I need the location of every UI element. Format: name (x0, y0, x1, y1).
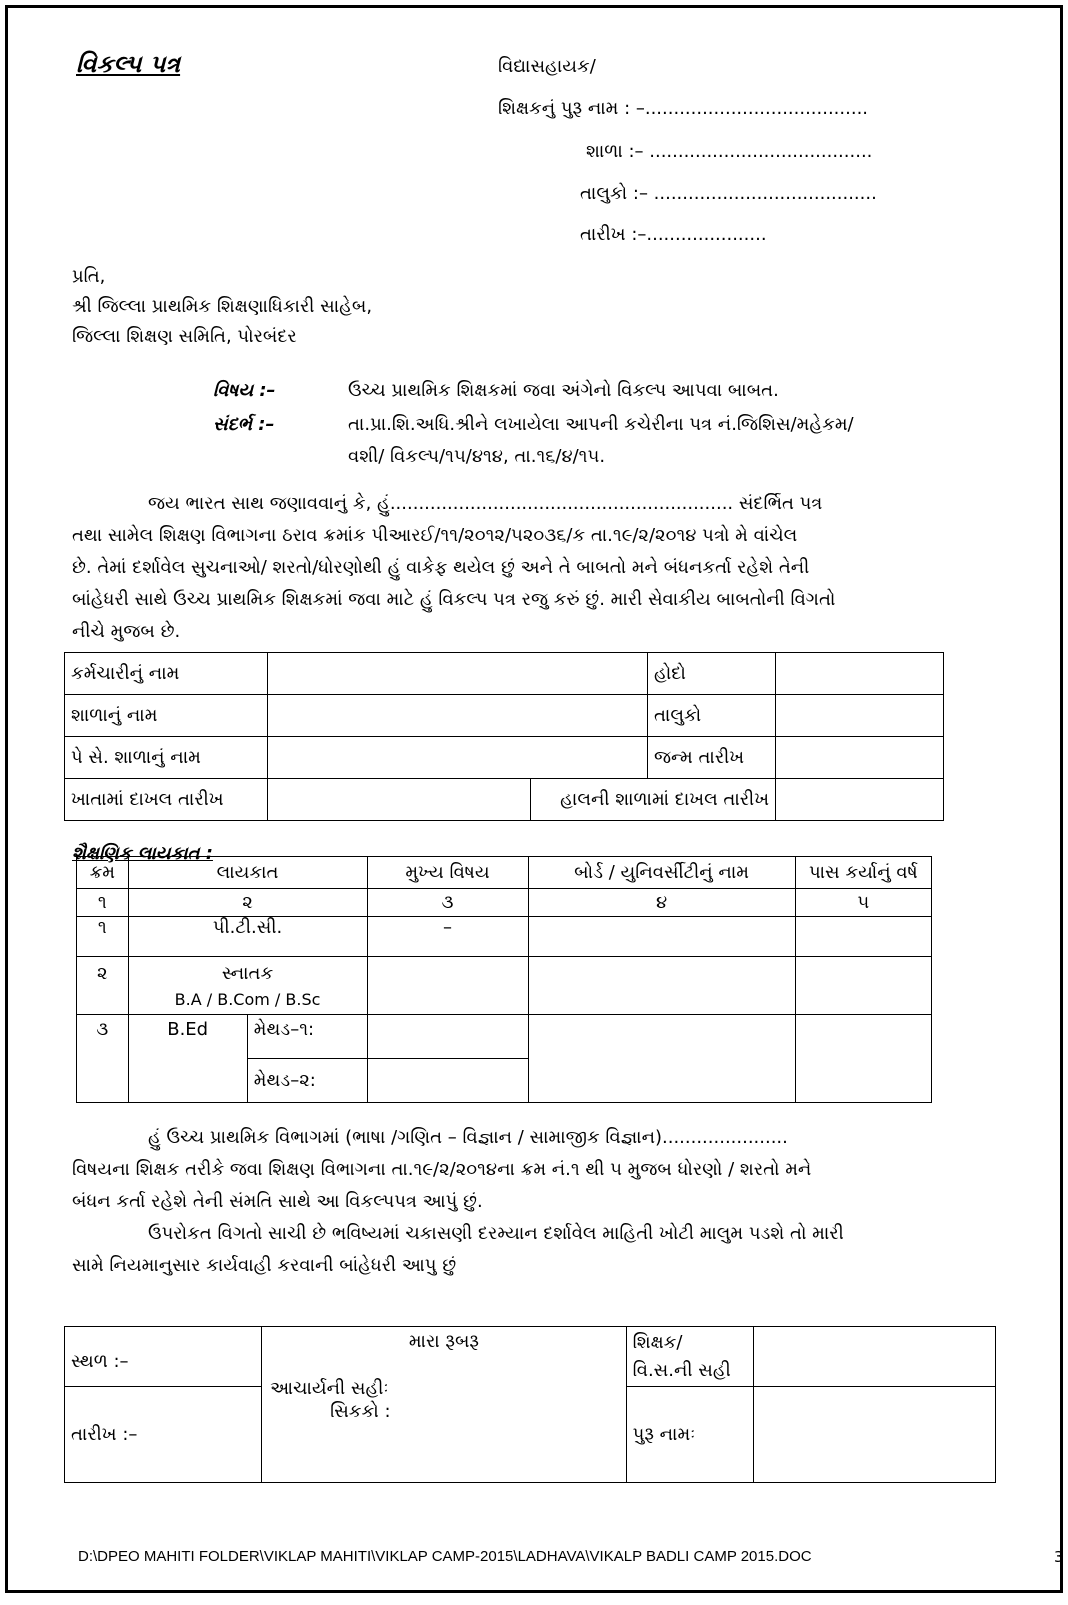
teacher-sign-field[interactable] (754, 1327, 996, 1387)
place-label: સ્થળ :– (65, 1327, 262, 1387)
page-number: 3 (1054, 1548, 1064, 1566)
header-full-name: શિક્ષકનું પુરૂ નામ : –....................................... (498, 98, 869, 119)
header-serial: ક્રમ (77, 857, 129, 889)
file-path-footer: D:\DPEO MAHITI FOLDER\VIKLAP MAHITI\VIKLAP CAMP-2015\LADHAVA\VIKALP BADLI CAMP 2015.DOC (78, 1548, 812, 1565)
table-row (77, 857, 932, 889)
current-school-join-date-label: હાલની શાળામાં દાખલ તારીખ (531, 779, 776, 821)
row3-qualification: B.Ed (128, 1015, 247, 1103)
employee-name-label: કર્મચારીનું નામ (65, 653, 268, 695)
table-row (77, 889, 932, 917)
header-school: શાળા :– ....................................... (586, 141, 873, 162)
header-board-university: બોર્ડ / યુનિવર્સીટીનું નામ (528, 857, 795, 889)
dept-join-date-field[interactable] (268, 779, 531, 821)
full-name-field[interactable] (754, 1387, 996, 1483)
teacher-sign-line1: શિક્ષક/ (632, 1331, 683, 1353)
header-taluka: તાલુકો :– ....................................... (580, 183, 877, 204)
header-pass-year: પાસ કર્યાનું વર્ષ (795, 857, 931, 889)
row1-year-field[interactable] (795, 917, 931, 957)
document-title: વિકલ્પ પત્ર (76, 50, 181, 78)
body-paragraph (72, 488, 942, 648)
row2-subject-field[interactable] (367, 957, 528, 1015)
col-number-5: ૫ (795, 889, 931, 917)
subject-text: ઉચ્ચ પ્રાથમિક શિક્ષકમાં જવા અંગેનો વિકલ્પ આપવા બાબત. (348, 380, 779, 401)
header-date: તારીખ :–..................... (580, 224, 767, 245)
stamp-label: સિકકો : (330, 1401, 391, 1422)
header-main-subject: મુખ્ય વિષય (367, 857, 528, 889)
table-row (65, 737, 944, 779)
header-designation: વિદ્યાસહાયક/ (498, 56, 596, 77)
row3-method1-subject-field[interactable] (367, 1015, 528, 1059)
col-number-1: ૧ (77, 889, 129, 917)
consent-line1: હું ઉચ્ચ પ્રાથમિક વિભાગમાં (ભાષા /ગણિત – વિજ્ઞાન / સામાજીક વિજ્ઞાન)...................... (148, 1127, 788, 1148)
row3-year-field[interactable] (795, 1015, 931, 1103)
recipient-line3: જિલ્લા શિક્ષણ સમિતિ, પોરબંદર (72, 326, 297, 347)
col-number-2: ૨ (128, 889, 367, 917)
qualification-table (76, 856, 932, 1103)
full-name-label: પુરૂ નામઃ (626, 1387, 754, 1483)
principal-cell (262, 1327, 627, 1483)
row1-board-field[interactable] (528, 917, 795, 957)
row3-method1-label: મેથડ–૧: (247, 1015, 367, 1059)
row2-qualification: સ્નાતક (221, 963, 274, 984)
teacher-sign-line2: વિ.સ.ની સહી (632, 1359, 731, 1381)
consent-line4: ઉપરોકત વિગતો સાચી છે ભવિષ્યમાં ચકાસણી દરમ્યાન દર્શાવેલ માહિતી ખોટી માલુમ પડશે તો મારી (148, 1223, 844, 1244)
birth-date-field[interactable] (776, 737, 944, 779)
row1-subject: – (367, 917, 528, 957)
dept-join-date-label: ખાતામાં દાખલ તારીખ (65, 779, 268, 821)
table-row (65, 653, 944, 695)
consent-line5: સામે નિયમાનુસાર કાર્યવાહી કરવાની બાંહેધરી આપુ છું (72, 1255, 457, 1276)
qualification-heading: શૈક્ષણિક લાયકાત : (72, 843, 213, 864)
designation-label: હોદો (648, 653, 776, 695)
current-school-join-date-field[interactable] (776, 779, 944, 821)
taluka-label: તાલુકો (648, 695, 776, 737)
reference-line1: તા.પ્રા.શિ.અધિ.શ્રીને લખાયેલા આપની કચેરીના પત્ર નં.જિશિસ/મહેકમ/ (348, 414, 854, 435)
row2-qualification-sub: B.A / B.Com / B.Sc (174, 990, 321, 1009)
body-line4: બાંહેધરી સાથે ઉચ્ચ પ્રાથમિક શિક્ષકમાં જવા માટે હું વિકલ્પ પત્ર રજુ કરું છું. મારી સેવાકીય બાબતોની વિગતો (72, 589, 836, 610)
in-presence-label: મારા રૂબરૂ (408, 1331, 479, 1352)
consent-line3: બંધન કર્તા રહેશે તેની સંમતિ સાથે આ વિકલ્પપત્ર આપું છું. (72, 1191, 483, 1212)
pay-center-label: પે સે. શાળાનું નામ (65, 737, 268, 779)
consent-paragraph (72, 1122, 942, 1282)
row3-method2-subject-field[interactable] (367, 1059, 528, 1103)
body-line2: તથા સામેલ શિક્ષણ વિભાગના ઠરાવ ક્રમાંક પીઆરઈ/૧૧/૨૦૧૨/૫૨૦૩૬/ક તા.૧૯/૨/૨૦૧૪ પત્રો મે વાંચેલ (72, 525, 798, 546)
pay-center-field[interactable] (268, 737, 648, 779)
consent-line2: વિષયના શિક્ષક તરીકે જવા શિક્ષણ વિભાગના તા.૧૯/૨/૨૦૧૪ના ક્રમ નં.૧ થી ૫ મુજબ ધોરણો / શરતો મને (72, 1159, 812, 1180)
header-qualification: લાયકાત (128, 857, 367, 889)
school-name-field[interactable] (268, 695, 648, 737)
row2-serial: ૨ (77, 957, 129, 1015)
subject-label: વિષય :– (213, 380, 276, 401)
designation-field[interactable] (776, 653, 944, 695)
school-name-label: શાળાનું નામ (65, 695, 268, 737)
row2-board-field[interactable] (528, 957, 795, 1015)
table-row (65, 1327, 996, 1387)
teacher-sign-label-cell (626, 1327, 754, 1387)
col-number-3: ૩ (367, 889, 528, 917)
body-line1: જય ભારત સાથ જણાવવાનું કે, હું............................................................ સંદર્ભિત પત્ર (148, 493, 823, 514)
recipient-line1: પ્રતિ, (72, 266, 106, 287)
employee-name-field[interactable] (268, 653, 648, 695)
row1-serial: ૧ (77, 917, 129, 957)
table-row (65, 779, 944, 821)
row1-qualification: પી.ટી.સી. (128, 917, 367, 957)
table-row (77, 917, 932, 957)
signature-table (64, 1326, 996, 1483)
recipient-line2: શ્રી જિલ્લા પ્રાથમિક શિક્ષણાધિકારી સાહેબ, (72, 296, 373, 317)
employee-details-table (64, 652, 944, 821)
date-label: તારીખ :– (65, 1387, 262, 1483)
row3-serial: ૩ (77, 1015, 129, 1103)
principal-sign-label: આચાર્યની સહીઃ (270, 1378, 389, 1399)
row3-method2-label: મેથડ–૨: (247, 1059, 367, 1103)
reference-label: સંદર્ભ :– (213, 414, 275, 435)
taluka-field[interactable] (776, 695, 944, 737)
document-page (5, 5, 1063, 1593)
body-line5: નીચે મુજબ છે. (72, 621, 181, 642)
table-row (65, 695, 944, 737)
table-row (77, 1015, 932, 1059)
row2-year-field[interactable] (795, 957, 931, 1015)
table-row (77, 957, 932, 1015)
body-line3: છે. તેમાં દર્શાવેલ સુચનાઓ/ શરતો/ધોરણોથી હું વાકેફ થયેલ છું અને તે બાબતો મને બંધનકર્તા રહેશે તેની (72, 557, 810, 578)
reference-line2: વશી/ વિકલ્પ/૧૫/૪૧૪, તા.૧૬/૪/૧૫. (348, 446, 606, 467)
birth-date-label: જન્મ તારીખ (648, 737, 776, 779)
col-number-4: ૪ (528, 889, 795, 917)
row3-board-field[interactable] (528, 1015, 795, 1103)
row2-qualification-cell (128, 957, 367, 1015)
